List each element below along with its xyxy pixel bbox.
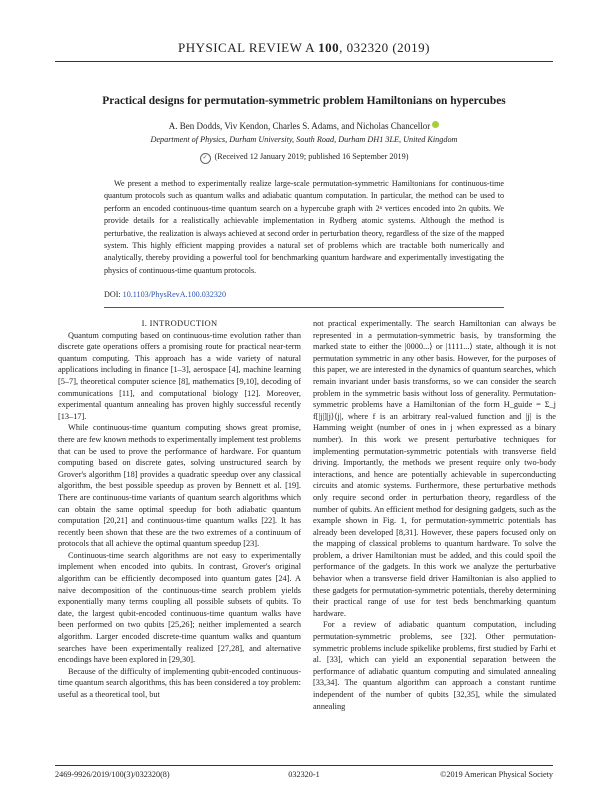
paragraph: For a review of adiabatic quantum computation, including permutation-symmetric problems, see [32]. Other permutation-symmetric problems include spikelike problems, first studied by Farhi et al. [33], which can yield an exponential separation between the performance of adiabatic quantum computing and simulated annealing [33,34]. The quantum algorithm can approach a constant runtime independent of the number of qubits [32,35], while the simulated annealing [313,620,556,711]
header-rule [55,61,553,62]
journal-header [0,40,608,56]
journal-volume: 100 [318,40,340,55]
footer-issn: 2469-9926/2019/100(3)/032320(8) [55,770,170,779]
orcid-icon[interactable] [432,121,439,128]
paper-title: Practical designs for permutation-symmetric problem Hamiltonians on hypercubes [102,95,506,107]
journal-name: PHYSICAL REVIEW A [177,40,315,55]
section-heading: I. INTRODUCTION [141,318,218,328]
paragraph: Quantum computing based on continuous-time evolution rather than discrete gate operations offers a promising route for practical near-term quantum computing. This approach has a wide variety of natural applications including in finance [1–3], aerospace [4], machine learning [5–7], theoretical computer science [8], mathematics [9,10], decoding of communications [11], and computational biology [12]. Moreover, experimental quantum annealing has proven highly successful recently [13–17]. [58,330,301,421]
doi-line [104,290,226,299]
paragraph: not practical experimentally. The search Hamiltonian can always be represented in a permutation-symmetric basis, by transforming the marked state to either the |0000...⟩ or |1111...⟩ state, although it is not permutation symmetric in any other basis. However, for the purposes of this paper, we are interested in the dynamics of quantum searches, which remain invariant under basis transforms, so we can consider the search problem in the symmetric basis without loss of generality. Permutation-symmetric problems have a Hamiltonian of the form H_guide = Σ_j f[|j|]|j⟩⟨j|, where f is an arbitrary real-valued function and |j| is the Hamming weight (number of ones in j when expressed as a binary number). In this work we present perturbative techniques for implementing permutation-symmetric potentials with transverse field driving. Importantly, the methods we present require only two-body interactions, and hence are potentially achievable in superconducting circuits and atomic systems. Furthermore, these perturbative methods only require second order in perturbation theory, regardless of the number of qubits. An efficient method for designing gadgets, such as the example shown in Fig. 1, for permutation-symmetric potentials has already been developed [8,31]. However, these papers focused only on the mapping of classical problems to quantum hardware. To solve the problem, a driver Hamiltonian must be added, and this could spoil the performance of the gadgets. In this work we analyze the perturbative behavior when a transverse field driver Hamiltonian is also applied to these gadgets for permutation-symmetric potentials, thereby determining their practical range of use for test beds benchmarking quantum hardware. [313,319,556,618]
received-dates: (Received 12 January 2019; published 16 September 2019) [214,152,409,161]
copyright: ©2019 American Physical Society [440,770,553,779]
authors-text: A. Ben Dodds, Viv Kendon, Charles S. Adams, and Nicholas Chancellor [168,121,431,131]
doi-label: DOI: [104,290,123,299]
received-line [30,152,578,164]
right-column [313,318,556,712]
paragraph: Because of the difficulty of implementing qubit-encoded continuous-time quantum search algorithms, this has been considered a toy problem: useful as a theoretical tool, but [58,666,301,699]
doi-link[interactable]: 10.1103/PhysRevA.100.032320 [122,290,227,299]
page-number: 032320-1 [288,770,320,779]
article-number: , 032320 (2019) [339,40,430,55]
abstract-text: We present a method to experimentally realize large-scale permutation-symmetric Hamiltonians for continuous-time quantum protocols such as quantum walks and adiabatic quantum computation. In particular, the method can be used to perform an encoded continuous-time quantum search on a hypercube graph with 2ⁿ vertices encoded into 2n qubits. We provide details for a realistically achievable implementation in Rydberg atomic systems. Although the method is perturbative, the realization is always achieved at second order in perturbation theory, regardless of the size of the mapped system. This highly efficient mapping provides a natural set of problems which are tractable both numerically and analytically, thereby providing a powerful tool for benchmarking quantum hardware and experimentally investigating the physics of continuous-time quantum protocols. [104,179,504,275]
abstract-rule [104,307,504,308]
footer-rule [55,765,553,766]
paragraph: While continuous-time quantum computing shows great promise, there are few known methods to experimentally implement test problems that can be used to prove the performance of hardware. For quantum computing based on discrete gates, solving unstructured search by Grover's algorithm [18] provides a quadratic speedup over any classical algorithm, the best possible speedup as proven by Bennett et al. [19]. There are continuous-time variants of quantum search algorithms which can obtain the same optimal speedup for both adiabatic quantum computation [20,21] and continuous-time quantum walks [22]. It has recently been shown that these are the two extremes of a continuum of protocols that all achieve the optimal quantum speedup [23]. [58,423,301,549]
paragraph: Continuous-time search algorithms are not easy to experimentally implement when encoded into qubits. In contrast, Grover's original algorithm can be efficiently decomposed into quantum gates [24]. A naive decomposition of the continuous-time search problem yields exponentially many terms coupling all possible subsets of qubits. To date, the largest qubit-encoded continuous-time quantum walks have been performed on two qubits [25,26]; neither implemented a search algorithm. Larger encoded discrete-time quantum walks and quantum searches have been experimentally realized [27,28], and alternative encodings have been explored in [29,30]. [58,550,301,665]
left-column [58,318,301,701]
author-list [30,121,578,131]
abstract [104,178,504,277]
affiliation: Department of Physics, Durham University, South Road, Durham DH1 3LE, United Kingdom [150,135,458,144]
crossmark-icon[interactable]: ✓ [200,153,211,164]
